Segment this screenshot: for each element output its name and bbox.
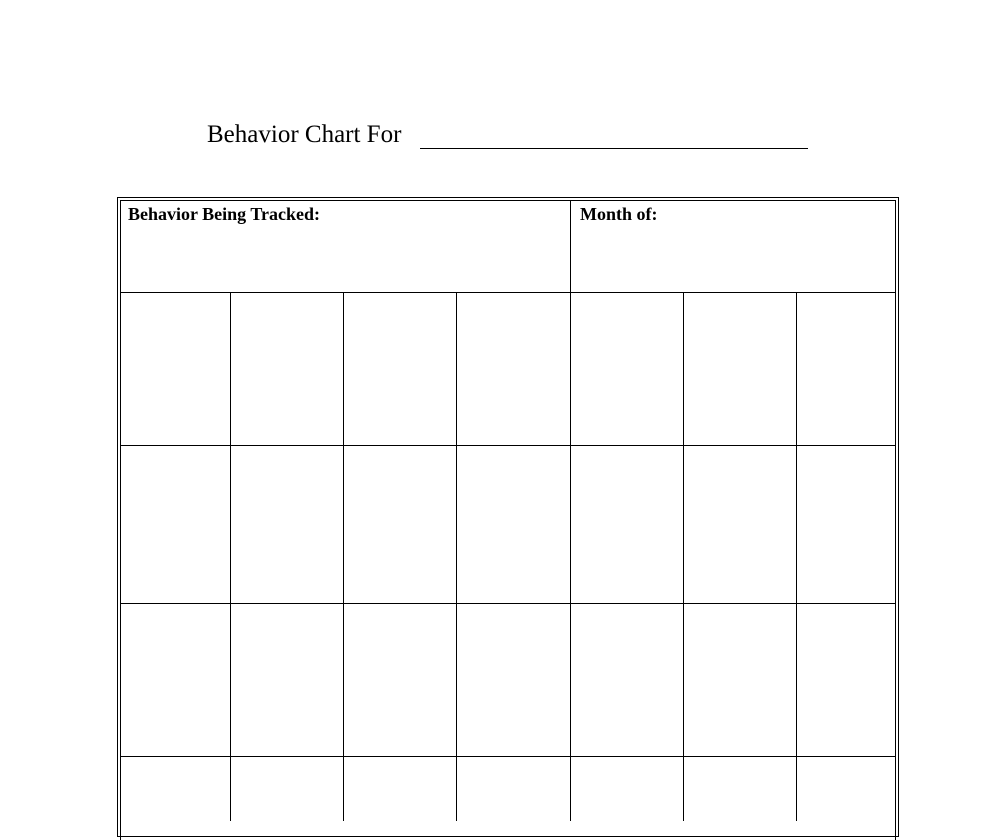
header-divider (570, 200, 571, 293)
day-cell[interactable] (121, 293, 230, 445)
day-cell[interactable] (571, 293, 683, 445)
month-of-label: Month of: (580, 204, 658, 224)
day-cell[interactable] (344, 446, 456, 603)
chart-title: Behavior Chart For (207, 121, 402, 148)
day-cell[interactable] (457, 446, 570, 603)
day-cell[interactable] (121, 446, 230, 603)
day-cell[interactable] (121, 604, 230, 756)
day-cell[interactable] (571, 446, 683, 603)
day-cell[interactable] (684, 293, 796, 445)
day-cell[interactable] (231, 446, 343, 603)
day-cell[interactable] (797, 757, 896, 821)
behavior-tracked-label: Behavior Being Tracked: (128, 204, 321, 224)
day-cell[interactable] (684, 446, 796, 603)
day-cell[interactable] (231, 293, 343, 445)
day-cell[interactable] (231, 604, 343, 756)
day-cell[interactable] (797, 446, 896, 603)
name-blank-line[interactable] (420, 148, 808, 149)
day-cell[interactable] (231, 757, 343, 821)
day-cell[interactable] (571, 757, 683, 821)
day-cell[interactable] (797, 293, 896, 445)
day-cell[interactable] (684, 757, 796, 821)
day-cell[interactable] (571, 604, 683, 756)
day-cell[interactable] (797, 604, 896, 756)
day-cell[interactable] (344, 757, 456, 821)
day-cell[interactable] (457, 293, 570, 445)
day-cell[interactable] (344, 293, 456, 445)
day-cell[interactable] (121, 757, 230, 821)
day-cell[interactable] (457, 604, 570, 756)
day-cell[interactable] (344, 604, 456, 756)
day-cell[interactable] (684, 604, 796, 756)
day-cell[interactable] (457, 757, 570, 821)
